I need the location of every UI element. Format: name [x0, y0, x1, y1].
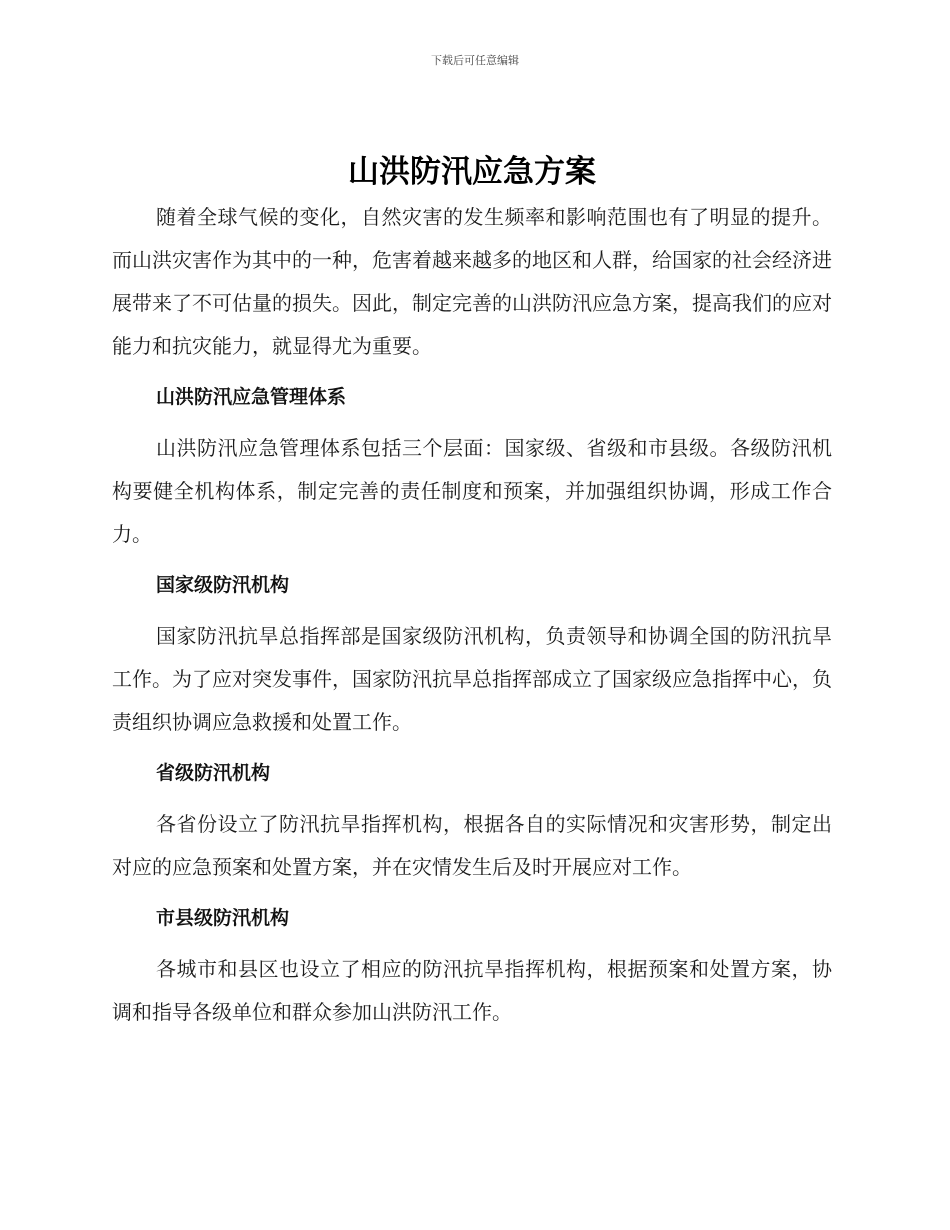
- section-heading-national: 国家级防汛机构: [156, 574, 290, 596]
- document-title: 山洪防汛应急方案: [348, 154, 596, 190]
- section-body-city-county: 各城市和县区也设立了相应的防汛抗旱指挥机构，根据预案和处置方案，协调和指导各级单位和群众参加山洪防汛工作。: [112, 957, 832, 1024]
- section-body-national: 国家防汛抗旱总指挥部是国家级防汛机构，负责领导和协调全国的防汛抗旱工作。为了应对突发事件，国家防汛抗旱总指挥部成立了国家级应急指挥中心，负责组织协调应急救援和处置工作。: [112, 624, 832, 734]
- intro-paragraph: 随着全球气候的变化，自然灾害的发生频率和影响范围也有了明显的提升。而山洪灾害作为其中的一种，危害着越来越多的地区和人群，给国家的社会经济进展带来了不可估量的损失。因此，制定完善的山洪防汛应急方案，提高我们的应对能力和抗灾能力，就显得尤为重要。: [112, 205, 832, 358]
- section-body-provincial: 各省份设立了防汛抗旱指挥机构，根据各自的实际情况和灾害形势，制定出对应的应急预案和处置方案，并在灾情发生后及时开展应对工作。: [112, 812, 832, 879]
- section-body-management-system: 山洪防汛应急管理体系包括三个层面：国家级、省级和市县级。各级防汛机构要健全机构体系，制定完善的责任制度和预案，并加强组织协调，形成工作合力。: [112, 436, 832, 546]
- header-note: 下载后可任意编辑: [431, 54, 519, 67]
- section-heading-city-county: 市县级防汛机构: [156, 907, 290, 929]
- section-heading-provincial: 省级防汛机构: [156, 762, 271, 784]
- section-heading-management-system: 山洪防汛应急管理体系: [156, 386, 347, 408]
- document-content: [112, 150, 832, 1034]
